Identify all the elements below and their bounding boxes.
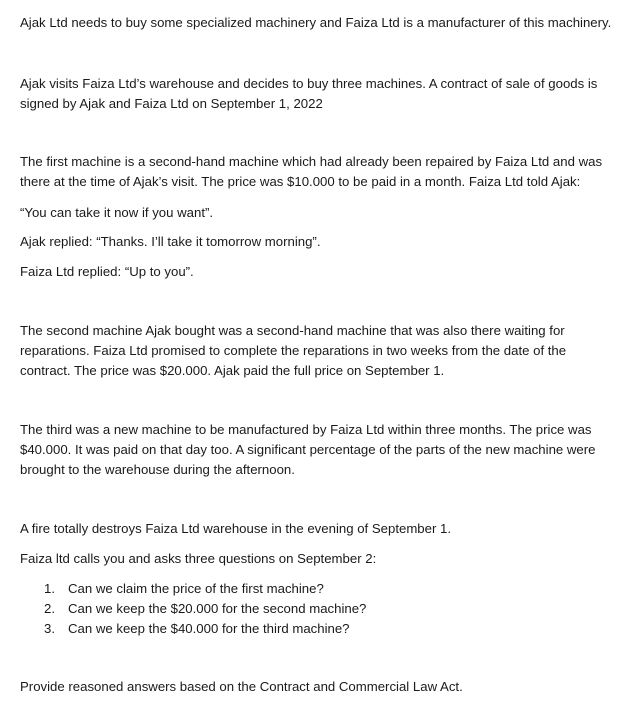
paragraph-visit: Ajak visits Faiza Ltd’s warehouse and decides to buy three machines. A contract of sale of goods is signed by Ajak and Faiza Ltd on September 1, 2022 xyxy=(20,76,598,111)
list-number: 3. xyxy=(44,621,55,636)
paragraph-intro: Ajak Ltd needs to buy some specialized machinery and Faiza Ltd is a manufacturer of this machinery. xyxy=(20,15,612,30)
list-text: Can we claim the price of the first machine? xyxy=(68,581,324,596)
paragraph-closing: Provide reasoned answers based on the Contract and Commercial Law Act. xyxy=(20,679,463,694)
paragraph-first-machine: The first machine is a second-hand machine which had already been repaired by Faiza Ltd and was there at the time of Ajak’s visit. The price was $10.000 to be paid in a month. Faiza Ltd told Ajak: xyxy=(20,154,603,189)
list-number: 1. xyxy=(44,581,55,596)
list-text: Can we keep the $40.000 for the third machine? xyxy=(68,621,350,636)
list-number: 2. xyxy=(44,601,55,616)
list-item xyxy=(20,599,620,619)
paragraph-fire: A fire totally destroys Faiza Ltd warehouse in the evening of September 1. xyxy=(20,521,452,536)
quote-ajak: Ajak replied: “Thanks. I’ll take it tomorrow morning”. xyxy=(20,234,321,249)
questions-list xyxy=(20,579,620,639)
quote-faiza-1: “You can take it now if you want”. xyxy=(20,205,214,220)
paragraph-second-machine: The second machine Ajak bought was a second-hand machine that was also there waiting for reparations. Faiza Ltd promised to complete the reparations in two weeks from the date of the contract. The price was $20.000. Ajak paid the full price on September 1. xyxy=(20,323,567,378)
list-item xyxy=(20,619,620,639)
list-item xyxy=(20,579,620,599)
list-text: Can we keep the $20.000 for the second machine? xyxy=(68,601,367,616)
paragraph-third-machine: The third was a new machine to be manufactured by Faiza Ltd within three months. The price was $40.000. It was paid on that day too. A significant percentage of the parts of the new machine were brought to the warehouse during the afternoon. xyxy=(20,422,596,477)
paragraph-calls: Faiza ltd calls you and asks three questions on September 2: xyxy=(20,551,377,566)
quote-faiza-2: Faiza Ltd replied: “Up to you”. xyxy=(20,264,194,279)
